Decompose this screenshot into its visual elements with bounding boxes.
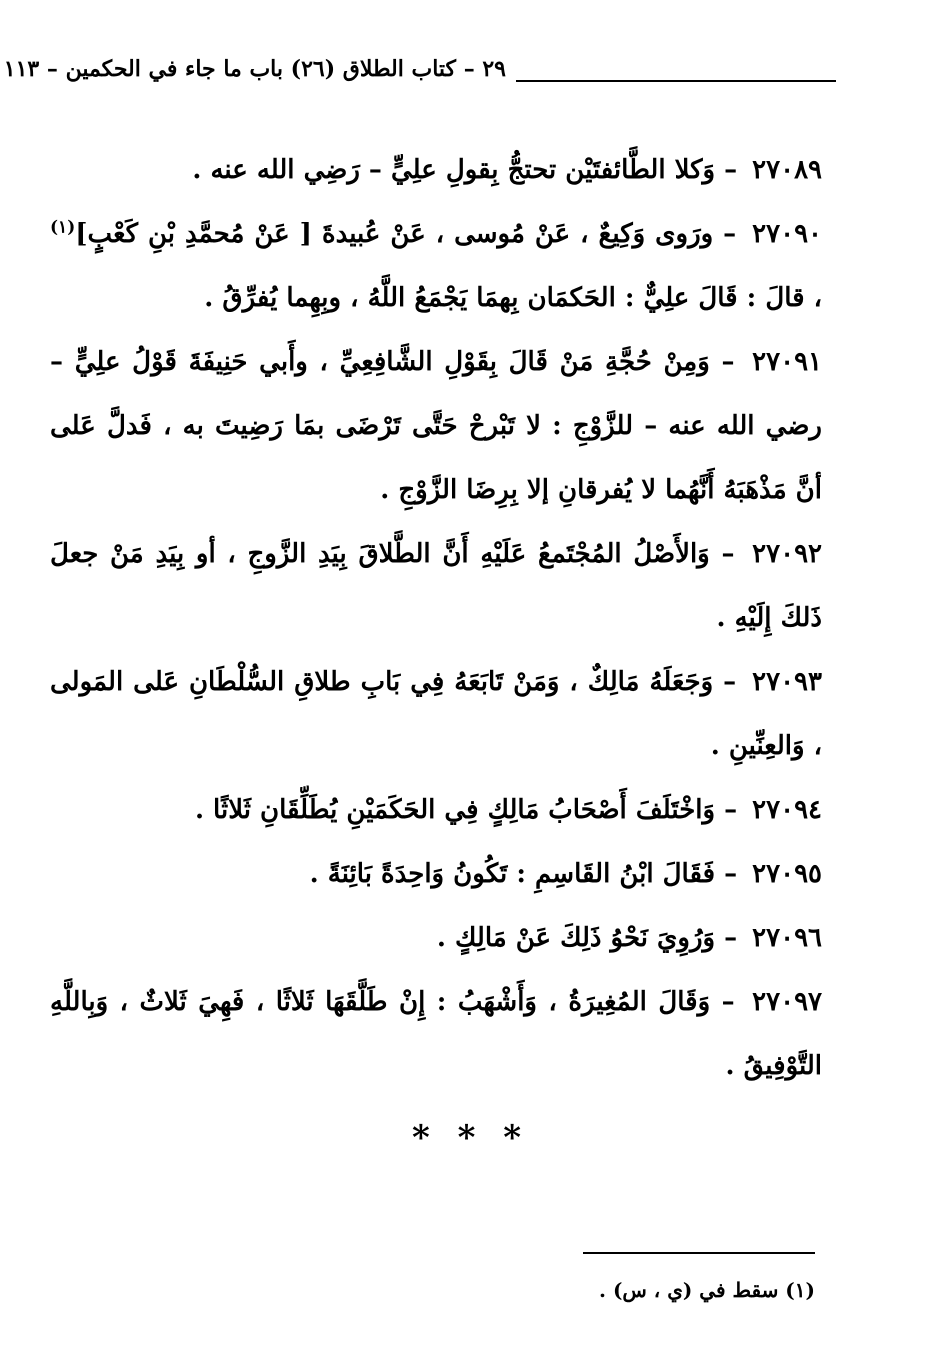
running-title: ٢٩ – كتاب الطلاق (٢٦) باب ما جاء في الحكمين – ١١٣ (3, 56, 506, 82)
footnote-rule (583, 1252, 815, 1254)
paragraph-text: – وَاخْتَلَفَ أَصْحَابُ مَالِكٍ فِي الحَكَمَيْنِ يُطَلِّقَانِ ثَلاثًا . (194, 795, 738, 825)
footnote-reference[interactable]: (١) (50, 217, 76, 238)
paragraph-27090 (50, 202, 822, 330)
paragraph-number: ٢٧٠٩٥ (752, 859, 822, 889)
running-header (3, 52, 836, 92)
paragraph-27093 (50, 650, 822, 778)
header-rule (516, 80, 836, 82)
paragraph-27097 (50, 970, 822, 1098)
paragraph-number: ٢٧٠٩١ (752, 347, 822, 377)
paragraph-text: – وَرُوِيَ نَحْوُ ذَلِكَ عَنْ مَالِكٍ . (436, 923, 738, 953)
paragraph-text: – وَالأَصْلُ المُجْتَمعُ عَلَيْهِ أَنَّ الطَّلاقَ بِيَدِ الزَّوجِ ، أو بِيَدِ مَنْ جعلَ ذَلكَ إِلَيْهِ . (50, 539, 822, 633)
paragraph-number: ٢٧٠٩٦ (752, 923, 822, 953)
paragraph-number: ٢٧٠٩٧ (752, 987, 822, 1017)
paragraph-text-continued: ، قالَ : قَالَ علِيٌّ : الحَكمَان بِهمَا يَجْمَعُ اللَّهُ ، وبِهِما يُفرِّقُ . (204, 283, 822, 313)
paragraph-text: – وَجَعَلَهُ مَالِكٌ ، وَمَنْ تَابَعَهُ فِي بَابِ طلاقِ السُّلْطَانِ عَلى المَولى ، وَالعِنِّينِ . (50, 667, 822, 761)
paragraph-number: ٢٧٠٩٢ (752, 539, 822, 569)
paragraph-27089 (50, 138, 822, 202)
paragraph-number: ٢٧٠٩٤ (752, 795, 822, 825)
main-text (50, 138, 822, 1098)
footnote: (١) سقط في (ي ، س) . (599, 1278, 815, 1302)
paragraph-27092 (50, 522, 822, 650)
section-separator: * * * (411, 1118, 529, 1158)
paragraph-27095 (50, 842, 822, 906)
paragraph-27096 (50, 906, 822, 970)
paragraph-text: – وَكلا الطَّائفتَيْن تحتجُّ بِقولِ علِيٍّ – رَضِي الله عنه . (192, 155, 738, 185)
paragraph-text: – وَمِنْ حُجَّةِ مَنْ قَالَ بِقَوْلِ الشَّافِعِيِّ ، وأَبي حَنِيفَةَ قَوْلُ علِيٍّ – رضي الله عنه – للزَّوْجِ : لا تَبْرحْ حَتَّى تَرْضَى بمَا رَضِيتَ به ، فَدلَّ عَلى أنَّ مَذْهَبَهُ أَنَّهُما لا يُفرقانِ إلا بِرِضَا الزَّوْجِ . (50, 347, 822, 505)
paragraph-number: ٢٧٠٩٠ (752, 219, 822, 249)
paragraph-number: ٢٧٠٩٣ (752, 667, 822, 697)
paragraph-text: – وَقَالَ المُغِيرَةُ ، وَأَشْهَبُ : إِنْ طَلَّقَهَا ثَلاثًا ، فَهِيَ ثَلاثٌ ، وَبِاللَّهِ التَّوْفِيقُ . (50, 987, 822, 1081)
paragraph-text: – فَقَالَ ابْنُ القَاسِمِ : تَكُونُ وَاحِدَةً بَائِنَةً . (309, 859, 738, 889)
paragraph-number: ٢٧٠٨٩ (752, 155, 822, 185)
paragraph-27094 (50, 778, 822, 842)
paragraph-text: – ورَوى وَكِيعٌ ، عَنْ مُوسى ، عَنْ عُبيدةَ [ عَنْ مُحمَّدِ بْنِ كَعْبٍ] (75, 219, 737, 249)
paragraph-27091 (50, 330, 822, 522)
